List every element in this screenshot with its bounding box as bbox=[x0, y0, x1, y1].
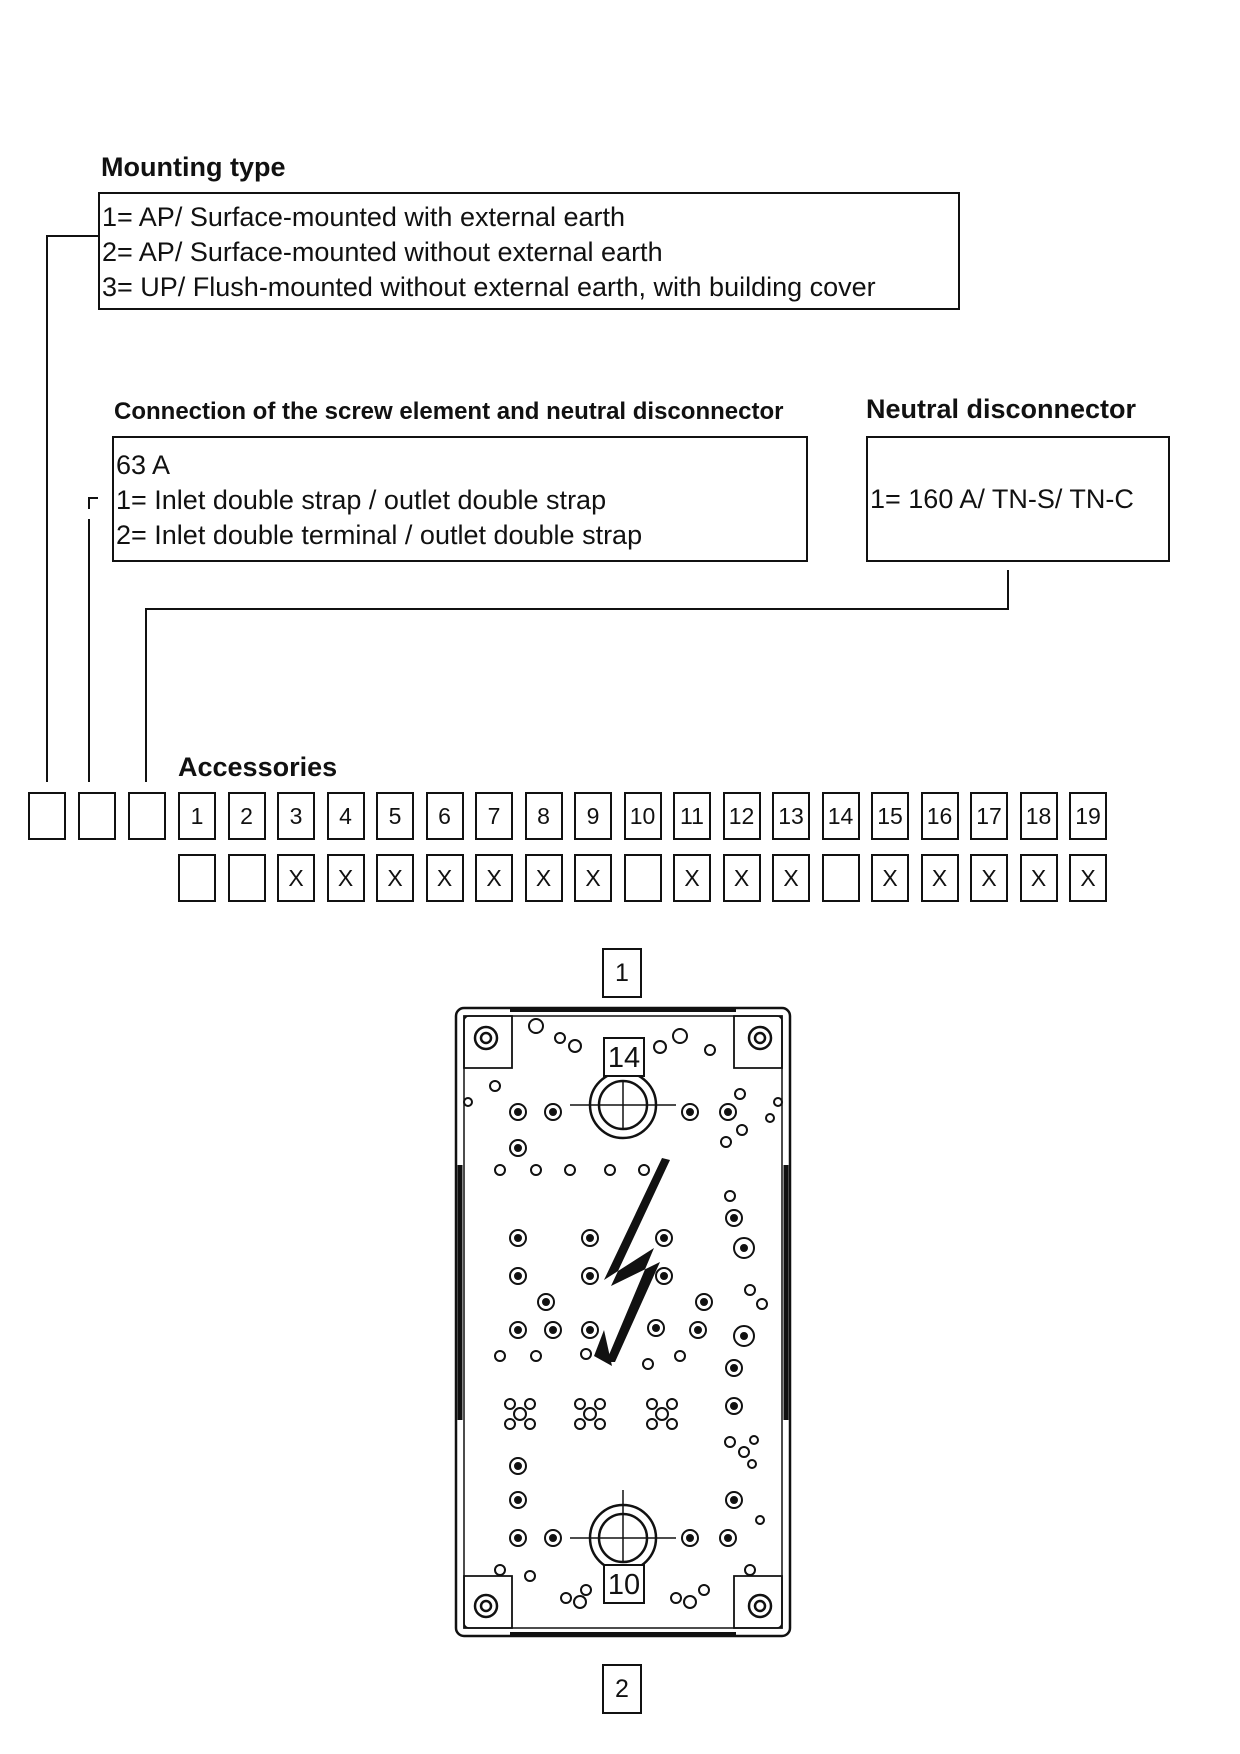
mounting-hole-center bbox=[653, 1325, 659, 1331]
mounting-option-2: 2= AP/ Surface-mounted without external earth bbox=[102, 237, 663, 267]
mounting-hole bbox=[756, 1516, 764, 1524]
accessory-number-7: 7 bbox=[475, 792, 513, 840]
mounting-hole bbox=[699, 1585, 709, 1595]
accessory-mark-9: X bbox=[574, 854, 612, 902]
accessory-mark-19: X bbox=[1069, 854, 1107, 902]
mounting-hole-center bbox=[731, 1497, 737, 1503]
connection-heading: Connection of the screw element and neutral disconnector bbox=[114, 398, 784, 425]
mounting-hole bbox=[529, 1019, 543, 1033]
accessory-number-13: 13 bbox=[772, 792, 810, 840]
mounting-hole-center bbox=[515, 1463, 521, 1469]
mounting-hole bbox=[574, 1596, 586, 1608]
mounting-hole-center bbox=[550, 1327, 556, 1333]
mounting-hole-center bbox=[687, 1109, 693, 1115]
accessory-mark-16: X bbox=[921, 854, 959, 902]
mounting-hole-center bbox=[543, 1299, 549, 1305]
neutral-wire-vertical bbox=[145, 608, 147, 782]
accessory-mark-4: X bbox=[327, 854, 365, 902]
accessory-mark-7: X bbox=[475, 854, 513, 902]
bottom-side-label: 2 bbox=[602, 1664, 642, 1714]
mounting-hole-center bbox=[550, 1109, 556, 1115]
mounting-hole bbox=[495, 1165, 505, 1175]
mounting-hole bbox=[495, 1565, 505, 1575]
accessory-number-5: 5 bbox=[376, 792, 414, 840]
mounting-hole bbox=[745, 1285, 755, 1295]
accessory-mark-2 bbox=[228, 854, 266, 902]
code-box-neutral bbox=[128, 792, 166, 840]
accessory-number-16: 16 bbox=[921, 792, 959, 840]
mounting-type-heading: Mounting type bbox=[101, 152, 286, 182]
mounting-hole bbox=[667, 1399, 677, 1409]
mounting-hole-center bbox=[587, 1235, 593, 1241]
accessory-number-15: 15 bbox=[871, 792, 909, 840]
mounting-hole-center bbox=[515, 1535, 521, 1541]
mounting-hole bbox=[531, 1351, 541, 1361]
lower-hole-label: 10 bbox=[607, 1569, 641, 1601]
mounting-hole bbox=[490, 1081, 500, 1091]
accessory-mark-14 bbox=[822, 854, 860, 902]
mounting-hole bbox=[495, 1351, 505, 1361]
top-side-label: 1 bbox=[602, 948, 642, 998]
mounting-option-1: 1= AP/ Surface-mounted with external earth bbox=[102, 202, 626, 232]
mounting-hole bbox=[745, 1565, 755, 1575]
upper-hole-label: 14 bbox=[607, 1042, 641, 1074]
accessory-number-4: 4 bbox=[327, 792, 365, 840]
mounting-hole bbox=[561, 1593, 571, 1603]
mounting-hole-center bbox=[695, 1327, 701, 1333]
mounting-hole bbox=[735, 1089, 745, 1099]
accessory-mark-3: X bbox=[277, 854, 315, 902]
accessories-heading: Accessories bbox=[178, 752, 338, 782]
mounting-hole bbox=[647, 1419, 657, 1429]
accessory-mark-5: X bbox=[376, 854, 414, 902]
mounting-hole bbox=[675, 1351, 685, 1361]
accessory-number-10: 10 bbox=[624, 792, 662, 840]
connection-wire-tick bbox=[88, 497, 90, 509]
mounting-hole bbox=[721, 1137, 731, 1147]
mounting-hole bbox=[667, 1419, 677, 1429]
mounting-wire-vertical bbox=[46, 235, 48, 782]
mounting-hole bbox=[575, 1419, 585, 1429]
accessory-mark-12: X bbox=[723, 854, 761, 902]
accessory-number-9: 9 bbox=[574, 792, 612, 840]
mounting-hole bbox=[673, 1029, 687, 1043]
mounting-hole bbox=[639, 1165, 649, 1175]
mounting-hole-center bbox=[515, 1497, 521, 1503]
code-box-mounting bbox=[28, 792, 66, 840]
mounting-hole bbox=[654, 1041, 666, 1053]
mounting-hole bbox=[750, 1436, 758, 1444]
mounting-hole-center bbox=[550, 1535, 556, 1541]
mounting-hole bbox=[595, 1399, 605, 1409]
connection-option-rating: 63 A bbox=[116, 450, 171, 480]
mounting-hole bbox=[531, 1165, 541, 1175]
mounting-hole bbox=[684, 1596, 696, 1608]
accessory-mark-10 bbox=[624, 854, 662, 902]
mounting-hole bbox=[569, 1040, 581, 1052]
mounting-hole-center bbox=[701, 1299, 707, 1305]
neutral-wire-drop bbox=[1007, 570, 1009, 610]
connection-box bbox=[112, 436, 808, 562]
mounting-hole bbox=[575, 1399, 585, 1409]
connection-option-2: 2= Inlet double terminal / outlet double strap bbox=[116, 520, 643, 550]
accessory-mark-6: X bbox=[426, 854, 464, 902]
mounting-hole bbox=[647, 1399, 657, 1409]
neutral-disconnector-box bbox=[866, 436, 1170, 562]
mounting-hole bbox=[581, 1585, 591, 1595]
mounting-hole-center bbox=[515, 1235, 521, 1241]
accessory-number-3: 3 bbox=[277, 792, 315, 840]
mounting-hole-center bbox=[741, 1333, 747, 1339]
mounting-hole bbox=[514, 1408, 526, 1420]
accessory-mark-11: X bbox=[673, 854, 711, 902]
accessory-mark-8: X bbox=[525, 854, 563, 902]
accessory-number-14: 14 bbox=[822, 792, 860, 840]
mounting-hole bbox=[565, 1165, 575, 1175]
mounting-hole bbox=[671, 1593, 681, 1603]
mounting-type-box bbox=[98, 192, 960, 310]
accessory-mark-1 bbox=[178, 854, 216, 902]
mounting-hole-center bbox=[687, 1535, 693, 1541]
accessory-number-11: 11 bbox=[673, 792, 711, 840]
accessory-number-19: 19 bbox=[1069, 792, 1107, 840]
mounting-hole-center bbox=[515, 1145, 521, 1151]
mounting-hole bbox=[774, 1098, 782, 1106]
accessory-number-1: 1 bbox=[178, 792, 216, 840]
lightning-bolt-icon bbox=[604, 1158, 670, 1362]
connection-wire-vertical bbox=[88, 519, 90, 782]
neutral-disconnector-heading: Neutral disconnector bbox=[866, 394, 1137, 424]
neutral-disconnector-option: 1= 160 A/ TN-S/ TN-C bbox=[870, 484, 1134, 514]
mounting-hole-center bbox=[515, 1109, 521, 1115]
mounting-hole bbox=[595, 1419, 605, 1429]
enclosure-drawing bbox=[440, 990, 810, 1650]
accessory-number-6: 6 bbox=[426, 792, 464, 840]
mounting-hole-center bbox=[725, 1109, 731, 1115]
mounting-hole bbox=[656, 1408, 668, 1420]
accessory-number-18: 18 bbox=[1020, 792, 1058, 840]
accessory-mark-18: X bbox=[1020, 854, 1058, 902]
connection-option-1: 1= Inlet double strap / outlet double strap bbox=[116, 485, 607, 515]
neutral-wire-horizontal bbox=[145, 608, 1009, 610]
mounting-hole bbox=[525, 1399, 535, 1409]
mounting-hole bbox=[739, 1447, 749, 1457]
accessory-number-2: 2 bbox=[228, 792, 266, 840]
mounting-hole bbox=[581, 1349, 591, 1359]
mounting-hole bbox=[555, 1033, 565, 1043]
mounting-hole bbox=[725, 1437, 735, 1447]
mounting-hole-center bbox=[731, 1215, 737, 1221]
accessory-mark-17: X bbox=[970, 854, 1008, 902]
mounting-hole bbox=[737, 1125, 747, 1135]
mounting-hole-center bbox=[587, 1327, 593, 1333]
mounting-hole-center bbox=[731, 1403, 737, 1409]
mounting-hole bbox=[505, 1419, 515, 1429]
mounting-hole-center bbox=[515, 1273, 521, 1279]
accessory-mark-15: X bbox=[871, 854, 909, 902]
mounting-hole-center bbox=[661, 1235, 667, 1241]
mounting-hole bbox=[748, 1460, 756, 1468]
mounting-hole bbox=[725, 1191, 735, 1201]
mounting-hole bbox=[757, 1299, 767, 1309]
mounting-hole bbox=[605, 1165, 615, 1175]
mounting-hole bbox=[525, 1571, 535, 1581]
mounting-hole-center bbox=[731, 1365, 737, 1371]
mounting-hole bbox=[705, 1045, 715, 1055]
accessory-mark-13: X bbox=[772, 854, 810, 902]
code-box-connection bbox=[78, 792, 116, 840]
mounting-hole-center bbox=[741, 1245, 747, 1251]
mounting-hole bbox=[464, 1098, 472, 1106]
mounting-option-3: 3= UP/ Flush-mounted without external earth, with building cover bbox=[102, 272, 876, 302]
accessory-number-17: 17 bbox=[970, 792, 1008, 840]
mounting-hole-center bbox=[661, 1273, 667, 1279]
mounting-hole bbox=[643, 1359, 653, 1369]
mounting-hole-center bbox=[515, 1327, 521, 1333]
accessory-number-8: 8 bbox=[525, 792, 563, 840]
accessory-number-12: 12 bbox=[723, 792, 761, 840]
mounting-hole bbox=[525, 1419, 535, 1429]
mounting-wire-horizontal bbox=[46, 235, 99, 237]
mounting-hole-center bbox=[725, 1535, 731, 1541]
mounting-hole bbox=[505, 1399, 515, 1409]
mounting-hole bbox=[584, 1408, 596, 1420]
mounting-hole-center bbox=[587, 1273, 593, 1279]
mounting-hole bbox=[766, 1114, 774, 1122]
